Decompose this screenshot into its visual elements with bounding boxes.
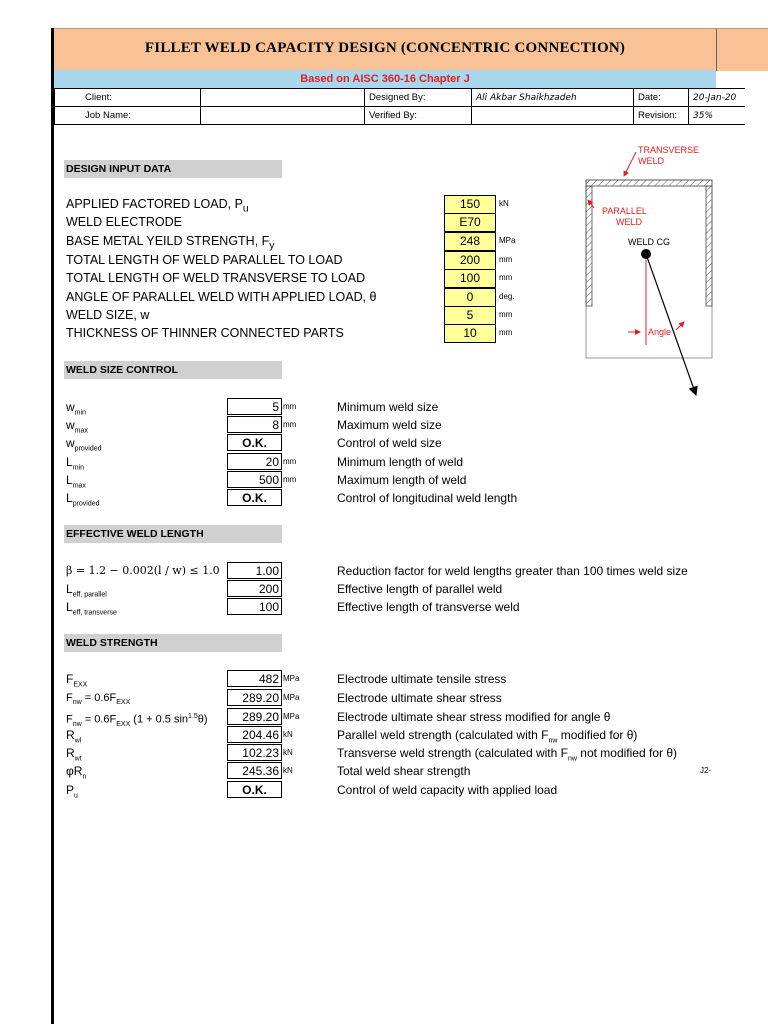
designed-by-label: Designed By: [365, 89, 472, 107]
weld-cg-point [641, 249, 651, 259]
strength-symbol [66, 708, 208, 734]
description-text: modified for θ) [557, 728, 638, 742]
length-description: Effective length of transverse weld [337, 600, 520, 614]
transverse-label-1: TRANSVERSE [638, 145, 700, 155]
section-weld-strength: WELD STRENGTH [64, 634, 282, 652]
symbol-base: L [66, 582, 73, 596]
input-value-cell[interactable]: 200 [444, 251, 496, 270]
description-text: Electrode ultimate tensile stress [337, 672, 507, 686]
transverse-label-2: WELD [638, 156, 665, 166]
input-value-cell[interactable]: 100 [444, 269, 496, 288]
size-value-cell: 5 [227, 398, 282, 415]
description-text: Electrode ultimate shear stress modified for angle θ [337, 710, 611, 724]
description-text: Control of weld capacity with applied load [337, 783, 558, 797]
title-divider [716, 29, 717, 71]
formula-part: θ) [197, 713, 208, 726]
symbol-sub: provided [74, 445, 102, 453]
input-label-text: ANGLE OF PARALLEL WELD WITH APPLIED LOAD, θ [66, 290, 377, 304]
size-unit: mm [283, 475, 297, 484]
input-label [66, 306, 149, 324]
section-effective-length: EFFECTIVE WELD LENGTH [64, 525, 282, 543]
size-description: Minimum weld size [337, 400, 439, 414]
input-unit: deg. [499, 292, 515, 301]
revision-label: Revision: [634, 107, 689, 125]
strength-symbol [66, 781, 78, 805]
input-label-text: WELD ELECTRODE [66, 215, 182, 229]
size-description: Control of longitudinal weld length [337, 491, 518, 505]
size-value-cell: 20 [227, 453, 282, 470]
symbol-base: L [66, 600, 73, 614]
size-unit: mm [283, 402, 297, 411]
symbol-base: φR [66, 764, 83, 778]
subtitle-band [54, 70, 716, 88]
description-text: not modified for θ) [576, 746, 677, 760]
symbol-base: L [66, 491, 73, 505]
size-value-cell: 500 [227, 471, 282, 488]
symbol-base: L [66, 473, 73, 487]
symbol-base: R [66, 728, 75, 742]
strength-value-cell: 245.36 [227, 762, 282, 779]
symbol-base: F [66, 672, 74, 686]
input-label-text: TOTAL LENGTH OF WELD TRANSVERSE TO LOAD [66, 271, 366, 285]
strength-unit: MPa [283, 712, 300, 721]
formula-part: = 0.6F [81, 692, 117, 704]
input-unit: kN [499, 199, 509, 208]
input-label-text: THICKNESS OF THINNER CONNECTED PARTS [66, 326, 344, 340]
size-description: Minimum length of weld [337, 455, 464, 469]
formula-part: = 0.6F [81, 713, 117, 726]
symbol-base: F [66, 713, 73, 726]
size-unit: mm [283, 420, 297, 429]
angle-label: Angle [648, 327, 672, 337]
input-unit: mm [499, 310, 513, 319]
symbol-sub: min [74, 409, 86, 417]
size-value-cell: O.K. [227, 489, 282, 506]
strength-description [337, 762, 470, 780]
project-info-table [54, 88, 745, 125]
transverse-pointer [624, 152, 636, 176]
page-title: FILLET WELD CAPACITY DESIGN (CONCENTRIC CONNECTION) [144, 40, 626, 56]
input-unit: mm [499, 255, 513, 264]
description-sub: nw [567, 755, 577, 763]
strength-value-cell: 289.20 [227, 689, 282, 706]
input-value-cell[interactable]: 5 [444, 306, 496, 325]
size-description: Control of weld size [337, 436, 442, 450]
symbol-sub: max [72, 482, 86, 490]
description-text: Parallel weld strength (calculated with F [337, 728, 549, 742]
right-weld-hatch [706, 186, 712, 306]
verified-by-value[interactable] [472, 107, 634, 125]
symbol-sub: eff, parallel [72, 591, 107, 599]
description-text: Transverse weld strength (calculated with F [337, 746, 568, 760]
job-name-label: Job Name: [55, 107, 201, 125]
strength-unit: MPa [283, 674, 300, 683]
symbol-base: β = 1.2 − 0.002(l / w) ≤ 1.0 [66, 564, 220, 577]
input-label-text: APPLIED FACTORED LOAD, P [66, 197, 243, 211]
description-text: Electrode ultimate shear stress [337, 691, 502, 705]
strength-unit: kN [283, 730, 293, 739]
strength-description [337, 670, 506, 688]
symbol-sub: max [74, 427, 88, 435]
description-sub: nw [548, 737, 558, 745]
weld-cg-label: WELD CG [628, 237, 671, 247]
transverse-weld-hatch [586, 180, 712, 186]
client-value[interactable] [201, 89, 365, 107]
formula-part: (1 + 0.5 sin [130, 713, 189, 726]
size-symbol [66, 489, 100, 513]
symbol-sub: provided [72, 500, 100, 508]
length-value-cell: 1.00 [227, 562, 282, 579]
size-value-cell: O.K. [227, 434, 282, 451]
clause-reference: J2- [700, 766, 712, 775]
symbol-base: P [66, 783, 75, 797]
symbol-base: R [66, 746, 75, 760]
input-value-cell[interactable]: 10 [444, 324, 496, 343]
parallel-label-2: WELD [616, 217, 643, 227]
strength-value-cell: 289.20 [227, 708, 282, 725]
input-label-text: BASE METAL YEILD STRENGTH, F [66, 234, 270, 248]
strength-description [337, 689, 502, 707]
strength-value-cell: 204.46 [227, 726, 282, 743]
input-unit: mm [499, 328, 513, 337]
input-label-sub: y [269, 240, 275, 252]
input-label [66, 288, 377, 306]
input-unit: MPa [499, 236, 516, 245]
length-description: Effective length of parallel weld [337, 582, 503, 596]
section-design-input: DESIGN INPUT DATA [64, 160, 282, 178]
symbol-sub: eff, transverse [72, 609, 117, 617]
description-text: Total weld shear strength [337, 764, 471, 778]
date-label: Date: [634, 89, 689, 107]
page-subtitle: Based on AISC 360-16 Chapter J [300, 73, 470, 85]
symbol-sub: nw [72, 720, 82, 728]
strength-value-cell: O.K. [227, 781, 282, 798]
symbol-base: w [66, 400, 75, 414]
size-unit: mm [283, 457, 297, 466]
formula-sup: 1.5 [188, 713, 198, 720]
input-label-text: TOTAL LENGTH OF WELD PARALLEL TO LOAD [66, 253, 343, 267]
symbol-sub: nw [72, 699, 82, 707]
symbol-base: F [66, 692, 73, 704]
size-description: Maximum length of weld [337, 473, 467, 487]
length-value-cell: 100 [227, 598, 282, 615]
strength-value-cell: 102.23 [227, 744, 282, 761]
input-value-cell[interactable]: 150 [444, 195, 496, 214]
symbol-sub: EXX [73, 681, 88, 689]
input-label-sub: u [242, 203, 249, 215]
formula-sub: EXX [116, 720, 131, 728]
size-description: Maximum weld size [337, 418, 442, 432]
input-label [66, 213, 182, 231]
symbol-sub: u [74, 792, 78, 800]
input-label [66, 324, 344, 342]
size-value-cell: 8 [227, 416, 282, 433]
input-label [66, 269, 365, 287]
input-value-cell[interactable]: 248 [444, 232, 496, 251]
formula-sub: EXX [116, 699, 131, 707]
symbol-base: w [66, 436, 75, 450]
symbol-sub: min [72, 464, 84, 472]
strength-unit: kN [283, 748, 293, 757]
input-value-cell[interactable]: E70 [444, 213, 496, 232]
length-symbol [66, 598, 117, 622]
symbol-sub: wt [74, 755, 82, 763]
length-description: Reduction factor for weld lengths greater than 100 times weld size [337, 564, 688, 578]
designed-by-value[interactable]: Ali Akbar Shaikhzadeh [472, 89, 634, 107]
job-name-value[interactable] [201, 107, 365, 125]
strength-value-cell: 482 [227, 670, 282, 687]
symbol-base: w [66, 418, 75, 432]
input-unit: mm [499, 273, 513, 282]
client-label: Client: [55, 89, 201, 107]
input-label-text: WELD SIZE, w [66, 308, 150, 322]
symbol-sub: wl [74, 737, 82, 745]
strength-description [337, 708, 610, 726]
symbol-base: L [66, 455, 73, 469]
verified-by-label: Verified By: [365, 107, 472, 125]
left-border [51, 28, 54, 1024]
beta-formula [66, 562, 220, 580]
input-value-cell[interactable]: 0 [444, 288, 496, 307]
input-label [66, 251, 342, 269]
title-band [54, 28, 768, 71]
symbol-sub: n [82, 773, 87, 781]
revision-value[interactable]: 35% [689, 107, 746, 125]
weld-diagram [580, 140, 768, 410]
parallel-label-1: PARALLEL [602, 206, 647, 216]
strength-unit: MPa [283, 693, 300, 702]
date-value[interactable]: 20-Jan-20 [689, 89, 746, 107]
section-weld-size-control: WELD SIZE CONTROL [64, 361, 282, 379]
length-value-cell: 200 [227, 580, 282, 597]
strength-unit: kN [283, 766, 293, 775]
strength-description [337, 781, 557, 799]
